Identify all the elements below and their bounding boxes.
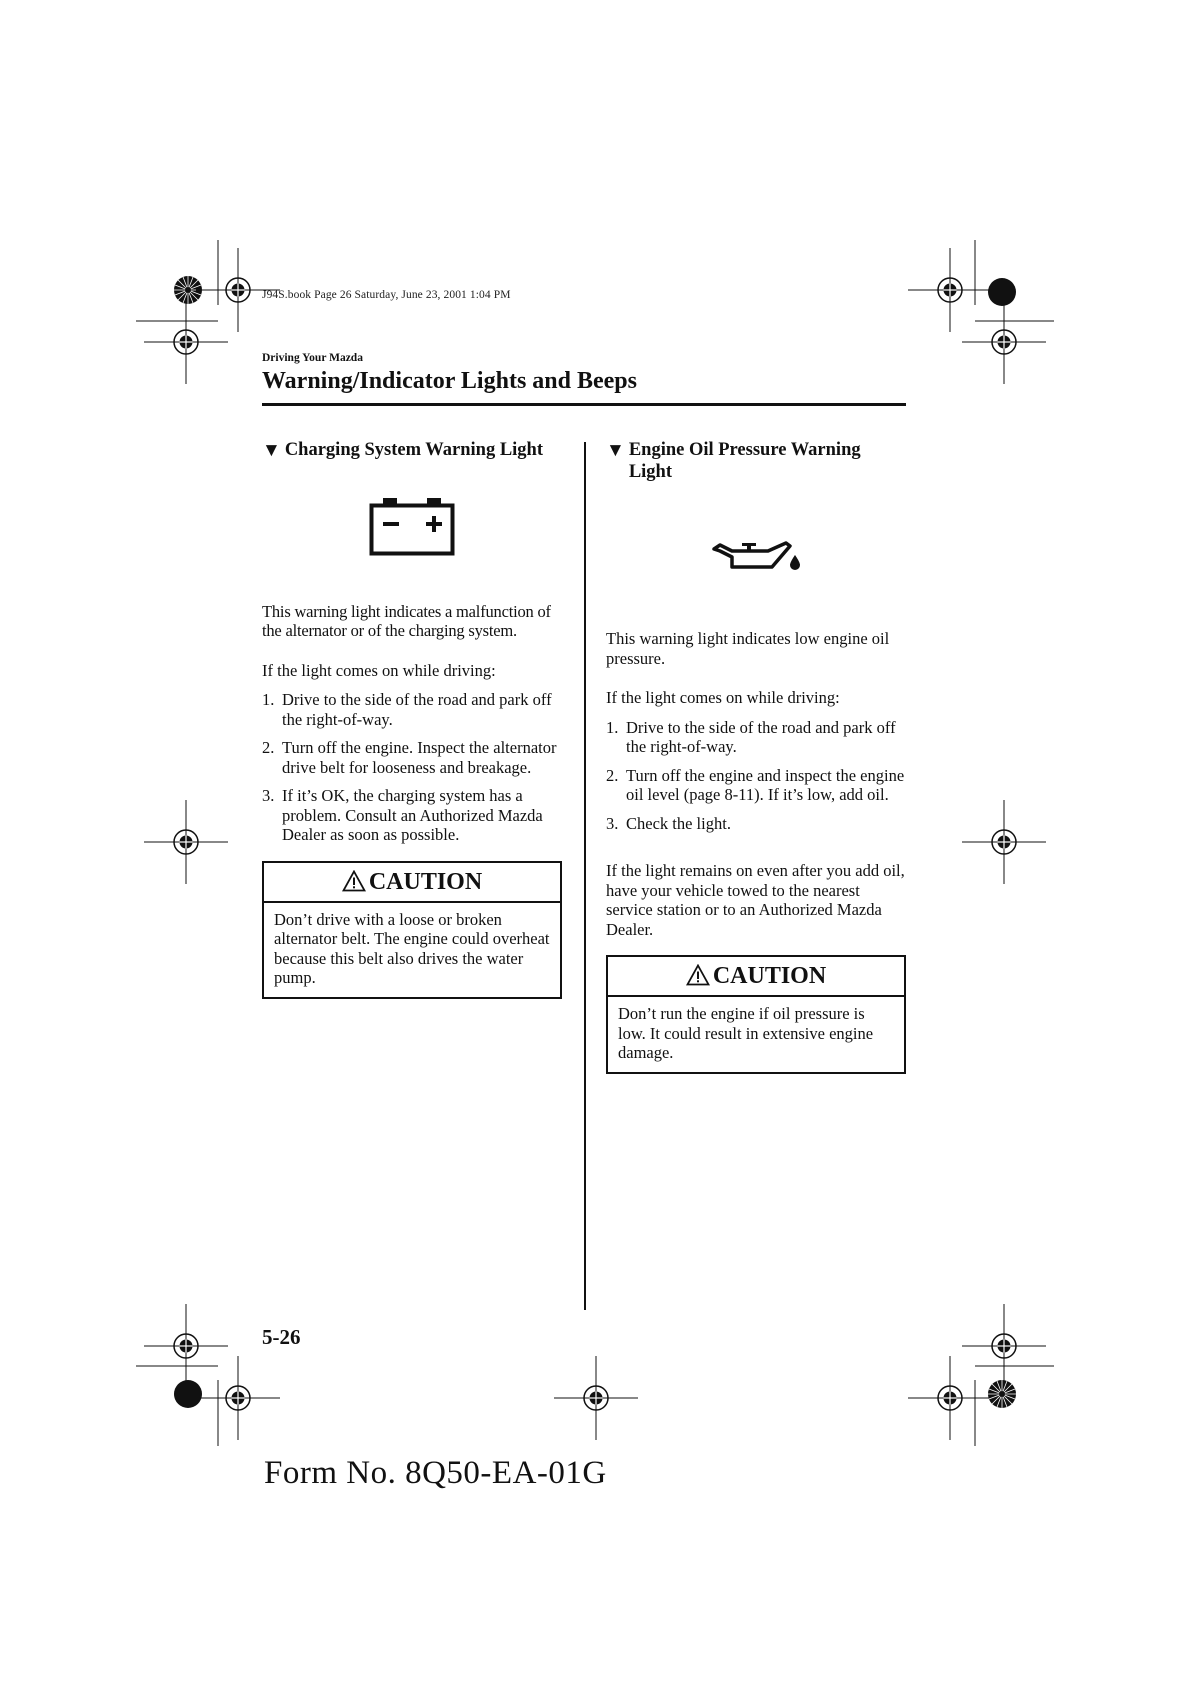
crosshair-mark-bottom-center [554,1356,638,1440]
caution-box-oil [606,955,906,1074]
crosshair-mark-top-right-inner [962,300,1046,384]
oil-can-icon-box [606,537,906,577]
charging-heading-text: Charging System Warning Light [284,440,543,460]
list-item: 1. Drive to the side of the road and park off the right-of-way. [262,690,552,729]
battery-icon [369,498,455,558]
right-column [606,440,906,1074]
list-item: 2. Turn off the engine and inspect the engine oil level (page 8-11). If it’s low, add oil. [606,765,905,804]
form-number: Form No. 8Q50-EA-01G [264,1455,607,1491]
crosshair-mark-top-left-inner [144,300,228,384]
caution-text: Don’t run the engine if oil pressure is low. It could result in extensive engine damage. [618,1004,874,1062]
crosshair-mark-bottom-right [908,1356,992,1440]
section-label: Driving Your Mazda [262,352,363,364]
caution-header [264,863,560,903]
caution-header [608,957,904,997]
column-divider [584,442,586,1310]
crosshair-mark-bottom-right-inner [962,1304,1046,1388]
list-item: 2. Turn off the engine. Inspect the alternator drive belt for looseness and breakage. [262,738,557,777]
charging-intro: This warning light indicates a malfunction of the alternator or of the charging system. [262,601,551,640]
caution-title: CAUTION [368,868,483,895]
list-item: 3. Check the light. [606,813,731,833]
crosshair-mark-top-right [908,248,992,332]
crosshair-mark-mid-right [962,800,1046,884]
solid-dot-mark-top-right [988,278,1016,306]
caution-title: CAUTION [712,963,827,989]
oil-heading-text: Engine Oil Pressure Warning Light [628,440,861,482]
oil-intro: This warning light indicates low engine oil pressure. [606,629,890,668]
page-number: 5-26 [262,1325,301,1349]
charging-steps [262,690,562,845]
crosshair-mark-mid-left [144,800,228,884]
charging-lead: If the light comes on while driving: [262,660,496,680]
book-info: J94S.book Page 26 Saturday, June 23, 2001 1:04 PM [262,289,511,301]
oil-heading [606,440,906,483]
oil-can-icon [710,537,802,577]
list-item: 1. Drive to the side of the road and park off the right-of-way. [606,717,896,756]
caution-text: Don’t drive with a loose or broken alternator belt. The engine could overheat because this belt also drives the water pump. [274,909,550,987]
triangle-marker-icon: ▼ [606,440,625,461]
oil-lead: If the light comes on while driving: [606,688,840,707]
oil-steps [606,718,906,834]
solid-dot-mark-bottom-left [174,1380,202,1408]
battery-icon-box [262,498,562,558]
crosshair-mark-bottom-left-inner [144,1304,228,1388]
warning-triangle-icon [686,964,710,986]
triangle-marker-icon: ▼ [262,440,281,461]
oil-after-text: If the light remains on even after you add oil, have your vehicle towed to the nearest service station or to an Authorized Mazda Dealer. [606,861,905,939]
list-item: 3. If it’s OK, the charging system has a problem. Consult an Authorized Mazda Dealer as soon as possible. [262,786,543,844]
crosshair-mark-bottom-left [196,1356,280,1440]
warning-triangle-icon [342,870,366,892]
charging-heading [262,440,562,462]
page-title: Warning/Indicator Lights and Beeps [262,368,637,394]
starburst-mark-bottom-right [988,1380,1016,1408]
title-rule [262,403,906,406]
caution-box-charging [262,861,562,999]
left-column [262,440,562,999]
